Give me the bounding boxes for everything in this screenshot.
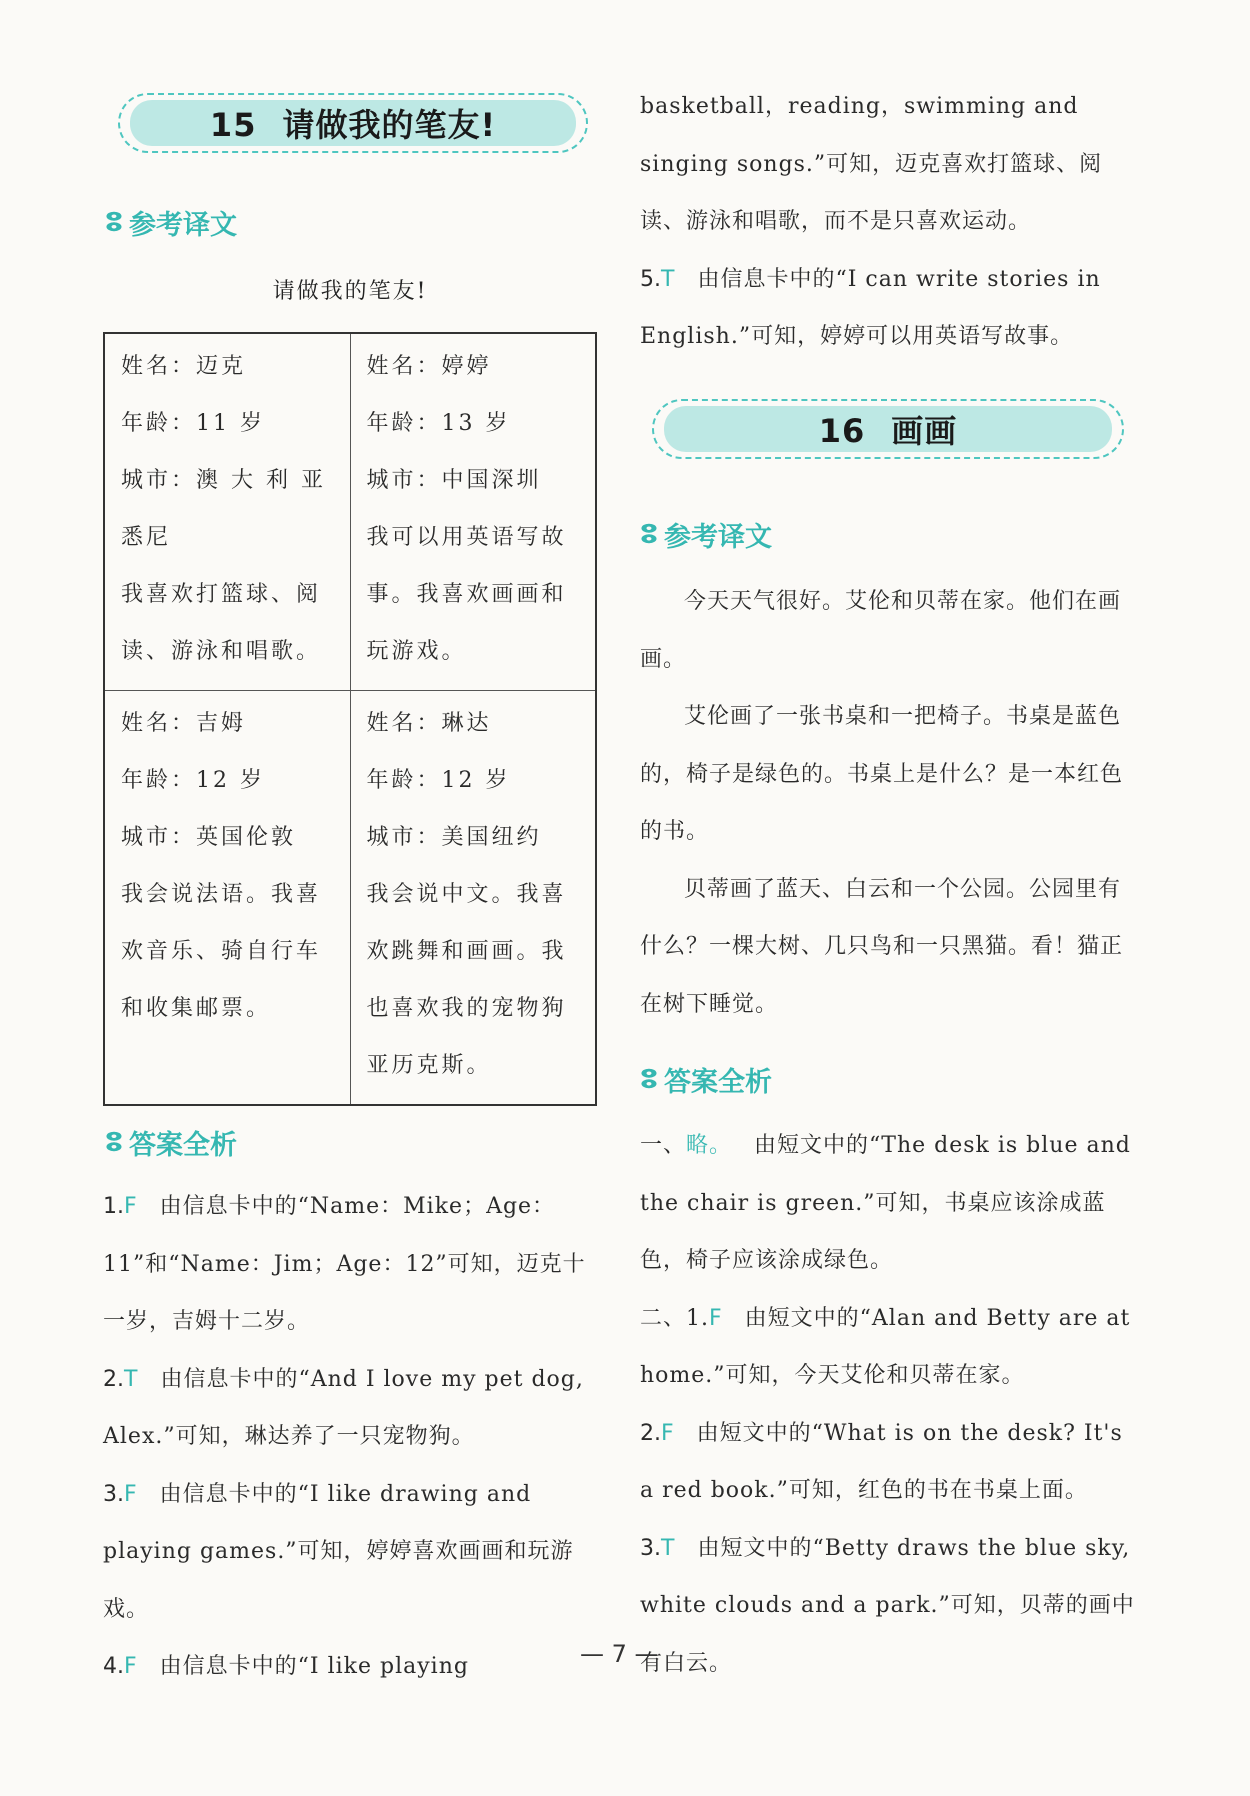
card-line: 和收集邮票。 — [121, 996, 272, 1021]
section-heading-label: 答案全析 — [663, 1067, 772, 1098]
section-mark-icon: ⵓ — [105, 1127, 123, 1158]
section-heading-label: 参考译文 — [663, 522, 772, 553]
card-tingting — [350, 333, 596, 691]
card-line: 姓名：婷婷 — [366, 354, 492, 379]
answer-item: 5.T 由信息卡中的“I can write stories in English.”可知，婷婷可以用英语写故事。 — [640, 266, 1101, 349]
answer-mark: 略。 — [686, 1133, 733, 1158]
card-line: 我喜欢打篮球、阅 — [121, 582, 322, 607]
pen-pal-cards-table — [103, 332, 597, 1106]
answer-item: 3.F 由信息卡中的“I like drawing and playing games.”可知，婷婷喜欢画画和玩游戏。 — [103, 1481, 574, 1622]
answer-mark: T — [124, 1366, 139, 1392]
lesson16-translation-heading — [640, 515, 772, 554]
answer-item: 2.F 由短文中的“What is on the desk? It's a red book.”可知，红色的书在书桌上面。 — [640, 1420, 1123, 1503]
translation-paragraph: 艾伦画了一张书桌和一把椅子。书桌是蓝色的，椅子是绿色的。书桌上是什么？是一本红色的书。 — [640, 704, 1124, 844]
section-mark-icon: ⵓ — [640, 1064, 658, 1095]
lesson16-translation — [640, 573, 1135, 1033]
table-row — [104, 333, 596, 691]
answer-item: 一、略。 由短文中的“The desk is blue and the chair is green.”可知，书桌应该涂成蓝色，椅子应该涂成绿色。 — [640, 1133, 1131, 1273]
card-line: 年龄：12 岁 — [121, 768, 265, 793]
answer-text: 由信息卡中的“I can write stories in English.”可知，婷婷可以用英语写故事。 — [640, 266, 1101, 349]
card-line: 读、游泳和唱歌。 — [121, 639, 322, 664]
lesson16-answers — [640, 1117, 1135, 1692]
card-line: 欢音乐、骑自行车 — [121, 939, 322, 964]
answer-mark: F — [661, 1420, 675, 1446]
answer-text: 由信息卡中的“I like playing — [159, 1654, 469, 1679]
answer-mark: T — [661, 1535, 676, 1561]
answer-item: 3.T 由短文中的“Betty draws the blue sky, white clouds and a park.”可知，贝蒂的画中有白云。 — [640, 1535, 1135, 1676]
card-line: 姓名：吉姆 — [121, 711, 247, 736]
card-line: 年龄：13 岁 — [366, 411, 511, 436]
answer-mark: F — [124, 1481, 138, 1507]
card-jim — [104, 691, 350, 1106]
answer-text: 由信息卡中的“I like drawing and playing games.”可知，婷婷喜欢画画和玩游戏。 — [103, 1481, 574, 1622]
answer-mark: T — [661, 266, 676, 292]
page-number: — 7 — — [580, 1640, 659, 1668]
lesson15-title-text: 请做我的笔友! — [282, 106, 497, 144]
card-line: 城市：英国伦敦 — [121, 825, 297, 850]
translation-title: 请做我的笔友! — [272, 279, 428, 304]
lesson15-answers — [103, 1178, 597, 1696]
lesson16-banner — [652, 399, 1124, 459]
card-line: 年龄：12 岁 — [366, 768, 511, 793]
card-line: 悉尼 — [121, 525, 172, 550]
card-line: 欢跳舞和画画。我 — [366, 939, 567, 964]
lesson16-answers-heading — [640, 1060, 772, 1099]
card-line: 也喜欢我的宠物狗 — [366, 996, 567, 1021]
card-linda — [350, 691, 596, 1106]
answer-mark: F — [124, 1654, 138, 1679]
section-heading-label: 参考译文 — [128, 210, 237, 241]
answer-text: 由短文中的“The desk is blue and the chair is green.”可知，书桌应该涂成蓝色，椅子应该涂成绿色。 — [640, 1133, 1131, 1273]
card-line: 我会说法语。我喜 — [121, 882, 322, 907]
section-heading-label: 答案全析 — [128, 1130, 237, 1161]
answer-item: 二、1.F 由短文中的“Alan and Betty are at home.”可知，今天艾伦和贝蒂在家。 — [640, 1305, 1131, 1388]
lesson15-number: 15 — [209, 106, 257, 144]
answer-item: 4.F 由信息卡中的“I like playing — [103, 1654, 469, 1679]
translation-paragraph: 今天天气很好。艾伦和贝蒂在家。他们在画画。 — [640, 589, 1122, 672]
card-line: 城市：中国深圳 — [366, 468, 542, 493]
card-line: 年龄：11 岁 — [121, 411, 265, 436]
card-line: 姓名：迈克 — [121, 354, 247, 379]
answer-mark: F — [709, 1305, 723, 1331]
answer-text: 由信息卡中的“And I love my pet dog, Alex.”可知，琳达养了一只宠物狗。 — [103, 1366, 584, 1449]
answer-text: 由短文中的“What is on the desk? It's a red book.”可知，红色的书在书桌上面。 — [640, 1420, 1123, 1503]
card-line: 玩游戏。 — [366, 639, 467, 664]
card-mike — [104, 333, 350, 691]
lesson15-banner — [118, 93, 588, 153]
lesson16-title — [819, 406, 958, 452]
card-line: 亚历克斯。 — [366, 1053, 492, 1078]
lesson15-translation-heading — [105, 203, 237, 242]
card-line: 我可以用英语写故 — [366, 525, 567, 550]
lesson15-title — [210, 100, 496, 146]
card-line: 事。我喜欢画画和 — [366, 582, 567, 607]
answer-mark: F — [124, 1194, 138, 1219]
lesson16-number: 16 — [818, 412, 866, 450]
card-line: 城市：澳 大 利 亚 — [121, 468, 326, 493]
card-line: 姓名：琳达 — [366, 711, 492, 736]
card-line: 我会说中文。我喜 — [366, 882, 567, 907]
answer-item: 1.F 由信息卡中的“Name：Mike；Age：11”和“Name：Jim；Age：12”可知，迈克十一岁，吉姆十二岁。 — [103, 1194, 586, 1334]
answer-text: 由信息卡中的“Name：Mike；Age：11”和“Name：Jim；Age：12”可知，迈克十一岁，吉姆十二岁。 — [103, 1194, 586, 1334]
lesson15-answers-heading — [105, 1123, 237, 1162]
answer-4-continued: basketball，reading，swimming and singing songs.”可知，迈克喜欢打篮球、阅读、游泳和唱歌，而不是只喜欢运动。 — [640, 94, 1103, 234]
card-line: 城市：美国纽约 — [366, 825, 542, 850]
answer-text: 由短文中的“Betty draws the blue sky, white clouds and a park.”可知，贝蒂的画中有白云。 — [640, 1535, 1135, 1676]
translation-paragraph: 贝蒂画了蓝天、白云和一个公园。公园里有什么？一棵大树、几只鸟和一只黑猫。看！猫正在树下睡觉。 — [640, 876, 1124, 1017]
section-mark-icon: ⵓ — [105, 207, 123, 238]
section-mark-icon: ⵓ — [640, 519, 658, 550]
answer-text: 由短文中的“Alan and Betty are at home.”可知，今天艾伦和贝蒂在家。 — [640, 1305, 1131, 1388]
lesson15-answers-cont — [640, 78, 1135, 366]
lesson16-title-text: 画画 — [891, 412, 958, 450]
table-row — [104, 691, 596, 1106]
answer-item: 2.T 由信息卡中的“And I love my pet dog, Alex.”可知，琳达养了一只宠物狗。 — [103, 1366, 584, 1449]
